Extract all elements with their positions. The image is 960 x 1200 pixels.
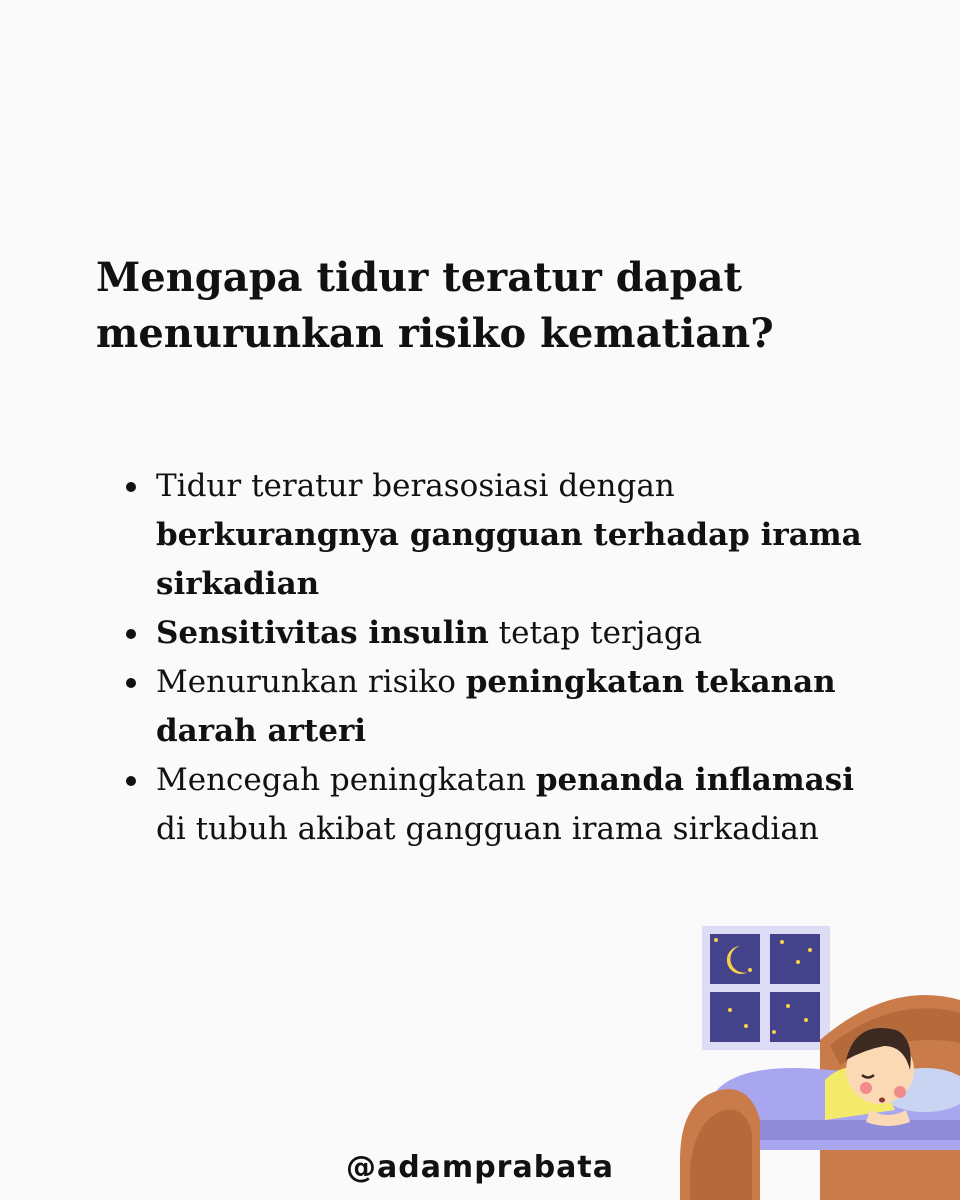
bullet-bold-text: penanda inflamasi <box>535 762 854 798</box>
bullet-text: di tubuh akibat gangguan irama sirkadian <box>156 811 819 847</box>
list-item <box>126 462 866 609</box>
title-line-1: Mengapa tidur teratur dapat <box>96 254 742 301</box>
page-title <box>96 250 896 362</box>
list-item <box>126 756 866 854</box>
bullet-bold-text: peningkatan tekanan darah arteri <box>156 664 836 749</box>
list-item <box>126 609 866 658</box>
author-handle: @adamprabata <box>345 1150 615 1185</box>
sleeping-child-illustration <box>670 920 960 1200</box>
title-line-2: menurunkan risiko kematian? <box>96 310 774 357</box>
bullet-text: Mencegah peningkatan <box>156 762 536 798</box>
bullet-text: tetap terjaga <box>488 615 703 651</box>
bullet-text: Tidur teratur berasosiasi dengan <box>156 468 675 504</box>
bullet-bold-text: Sensitivitas insulin <box>156 615 489 651</box>
list-item <box>126 658 866 756</box>
bullet-bold-text: berkurangnya gangguan terhadap irama sirkadian <box>156 517 862 602</box>
bullet-list <box>126 462 866 854</box>
bullet-text: Menurunkan risiko <box>156 664 466 700</box>
night-window-icon <box>702 926 830 1050</box>
